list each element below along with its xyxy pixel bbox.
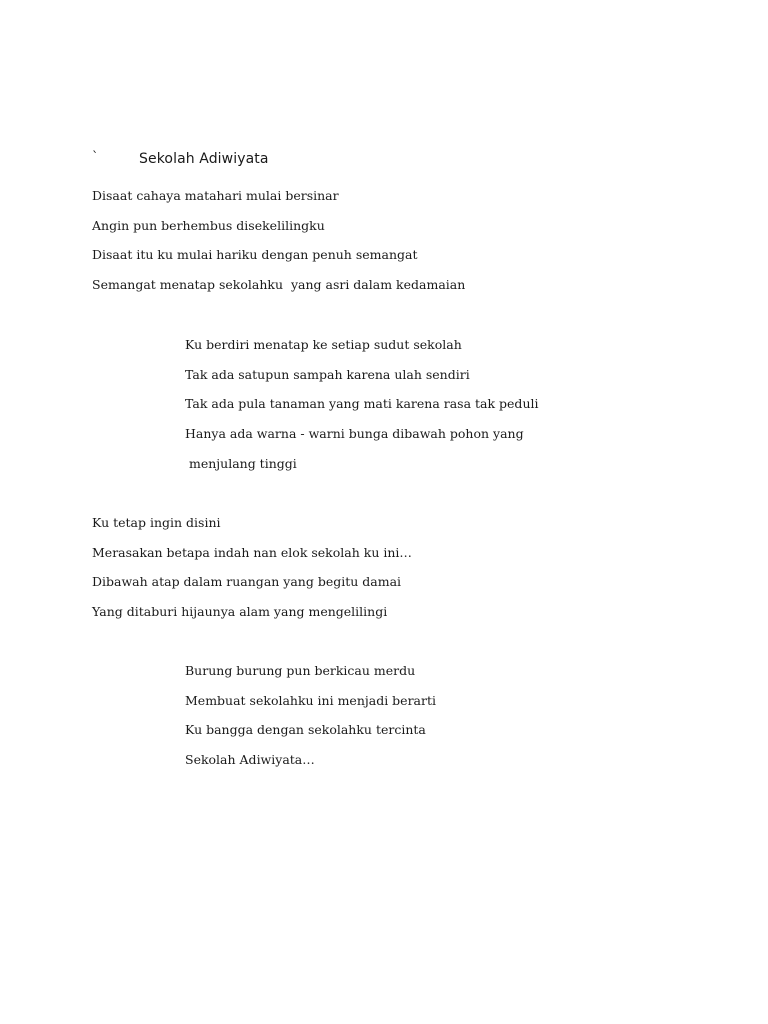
stanza-4 (185, 656, 436, 775)
poem-line: menjulang tinggi (185, 455, 297, 471)
poem-line: Ku berdiri menatap ke setiap sudut sekolah (185, 337, 462, 352)
poem-line: Tak ada satupun sampah karena ulah sendiri (185, 366, 470, 382)
poem-title-row (92, 150, 269, 172)
stanza-1 (92, 181, 465, 300)
poem-line: Sekolah Adiwiyata… (185, 752, 315, 768)
poem-title: Sekolah Adiwiyata (139, 151, 269, 167)
poem-line: Disaat cahaya matahari mulai bersinar (92, 188, 339, 203)
poem-line: Merasakan betapa indah nan elok sekolah ku ini… (92, 544, 412, 560)
poem-line: Semangat menatap sekolahku yang asri dalam kedamaian (92, 277, 466, 293)
stanza-2 (185, 330, 539, 478)
title-backtick-mark: ` (92, 150, 99, 165)
poem-line: Tak ada pula tanaman yang mati karena rasa tak peduli (185, 396, 539, 412)
poem-line: Yang ditaburi hijaunya alam yang mengelilingi (92, 604, 388, 620)
poem-line: Membuat sekolahku ini menjadi berarti (185, 692, 437, 708)
stanza-3 (92, 508, 412, 627)
poem-line: Angin pun berhembus disekelilingku (92, 217, 325, 233)
poem-line: Hanya ada warna - warni bunga dibawah pohon yang (185, 426, 524, 442)
poem-line: Ku tetap ingin disini (92, 515, 221, 530)
poem-line: Disaat itu ku mulai hariku dengan penuh semangat (92, 247, 418, 263)
poem-line: Ku bangga dengan sekolahku tercinta (185, 722, 426, 738)
poem-line: Dibawah atap dalam ruangan yang begitu damai (92, 574, 402, 590)
poem-line: Burung burung pun berkicau merdu (185, 663, 416, 678)
